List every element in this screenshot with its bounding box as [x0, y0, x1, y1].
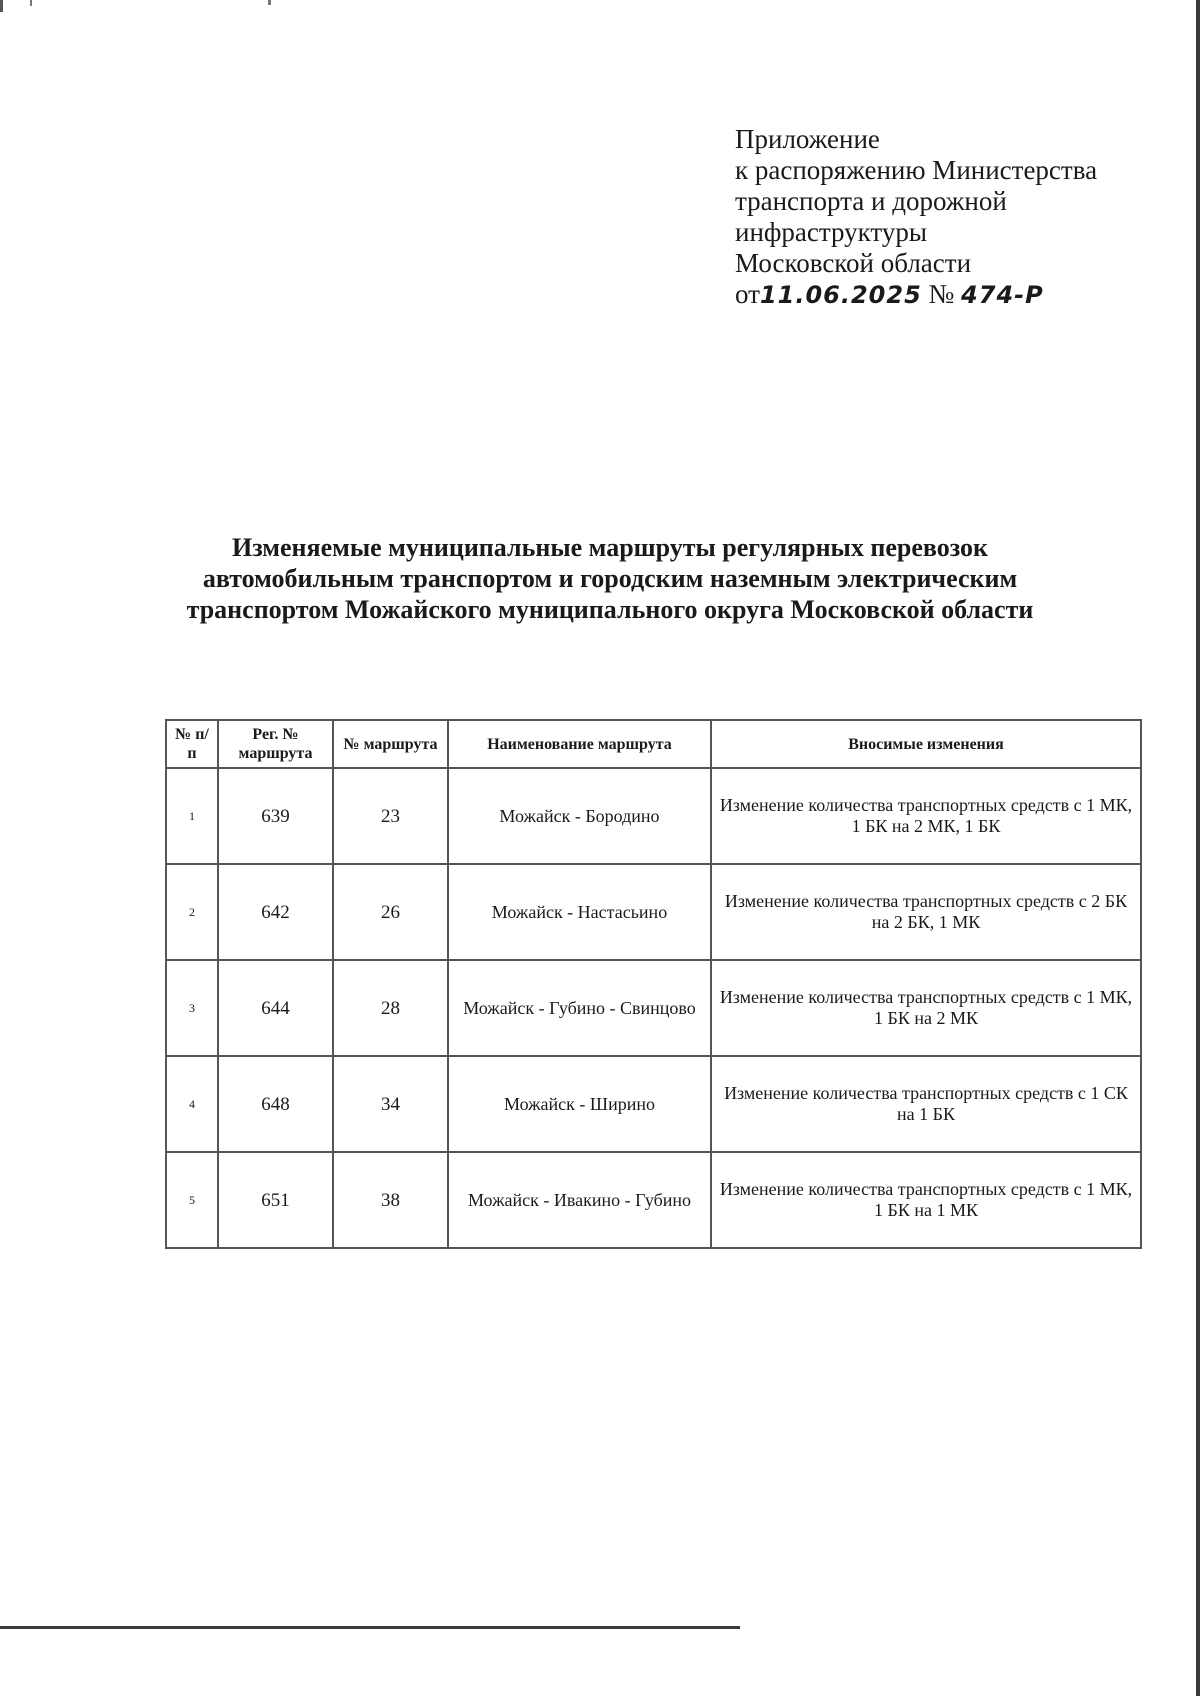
handwritten-date: 11.06.2025 [759, 281, 922, 309]
cell-route-number: 28 [333, 960, 448, 1056]
document-title [150, 532, 1070, 625]
cell-num: 5 [166, 1152, 218, 1248]
routes-table [165, 719, 1142, 1249]
cell-route-name: Можайск - Ширино [448, 1056, 711, 1152]
appendix-date-line [735, 279, 1155, 311]
cell-route-name: Можайск - Настасьино [448, 864, 711, 960]
header-reg-number: Рег. № маршрута [218, 720, 333, 768]
appendix-line: Приложение [735, 124, 880, 154]
scan-edge [1196, 0, 1200, 1696]
handwritten-number: 474-Р [961, 281, 1044, 309]
cell-reg-number: 642 [218, 864, 333, 960]
appendix-line: инфраструктуры [735, 217, 927, 247]
cell-reg-number: 651 [218, 1152, 333, 1248]
cell-num: 3 [166, 960, 218, 1056]
header-route-name: Наименование маршрута [448, 720, 711, 768]
cell-num: 4 [166, 1056, 218, 1152]
appendix-block [735, 124, 1155, 311]
title-line: транспортом Можайского муниципального округа Московской области [186, 595, 1034, 624]
header-route-number: № маршрута [333, 720, 448, 768]
cell-reg-number: 639 [218, 768, 333, 864]
cell-reg-number: 648 [218, 1056, 333, 1152]
table-row [166, 864, 1141, 960]
cell-route-name: Можайск - Ивакино - Губино [448, 1152, 711, 1248]
header-changes: Вносимые изменения [711, 720, 1141, 768]
cell-num: 2 [166, 864, 218, 960]
cell-route-name: Можайск - Бородино [448, 768, 711, 864]
appendix-line: транспорта и дорожной [735, 186, 1007, 216]
cell-route-number: 34 [333, 1056, 448, 1152]
date-prefix: от [735, 279, 760, 309]
title-line: автомобильным транспортом и городским наземным электрическим [202, 564, 1018, 593]
header-num: № п/п [166, 720, 218, 768]
cell-route-number: 26 [333, 864, 448, 960]
table-row [166, 960, 1141, 1056]
cell-reg-number: 644 [218, 960, 333, 1056]
table-row [166, 1152, 1141, 1248]
number-sign: № [928, 279, 955, 309]
appendix-line: Московской области [735, 248, 972, 278]
cell-changes: Изменение количества транспортных средств с 1 МК, 1 БК на 1 МК [711, 1152, 1141, 1248]
scan-bottom-line [0, 1626, 740, 1629]
cell-changes: Изменение количества транспортных средств с 1 МК, 1 БК на 2 МК, 1 БК [711, 768, 1141, 864]
appendix-line: к распоряжению Министерства [735, 155, 1098, 185]
scan-specks [0, 0, 300, 20]
table-row [166, 768, 1141, 864]
cell-changes: Изменение количества транспортных средств с 2 БК на 2 БК, 1 МК [711, 864, 1141, 960]
table-header-row [166, 720, 1141, 768]
cell-changes: Изменение количества транспортных средств с 1 МК, 1 БК на 2 МК [711, 960, 1141, 1056]
title-line: Изменяемые муниципальные маршруты регулярных перевозок [231, 533, 989, 562]
table-row [166, 1056, 1141, 1152]
cell-route-number: 38 [333, 1152, 448, 1248]
cell-route-name: Можайск - Губино - Свинцово [448, 960, 711, 1056]
cell-route-number: 23 [333, 768, 448, 864]
cell-num: 1 [166, 768, 218, 864]
cell-changes: Изменение количества транспортных средств с 1 СК на 1 БК [711, 1056, 1141, 1152]
